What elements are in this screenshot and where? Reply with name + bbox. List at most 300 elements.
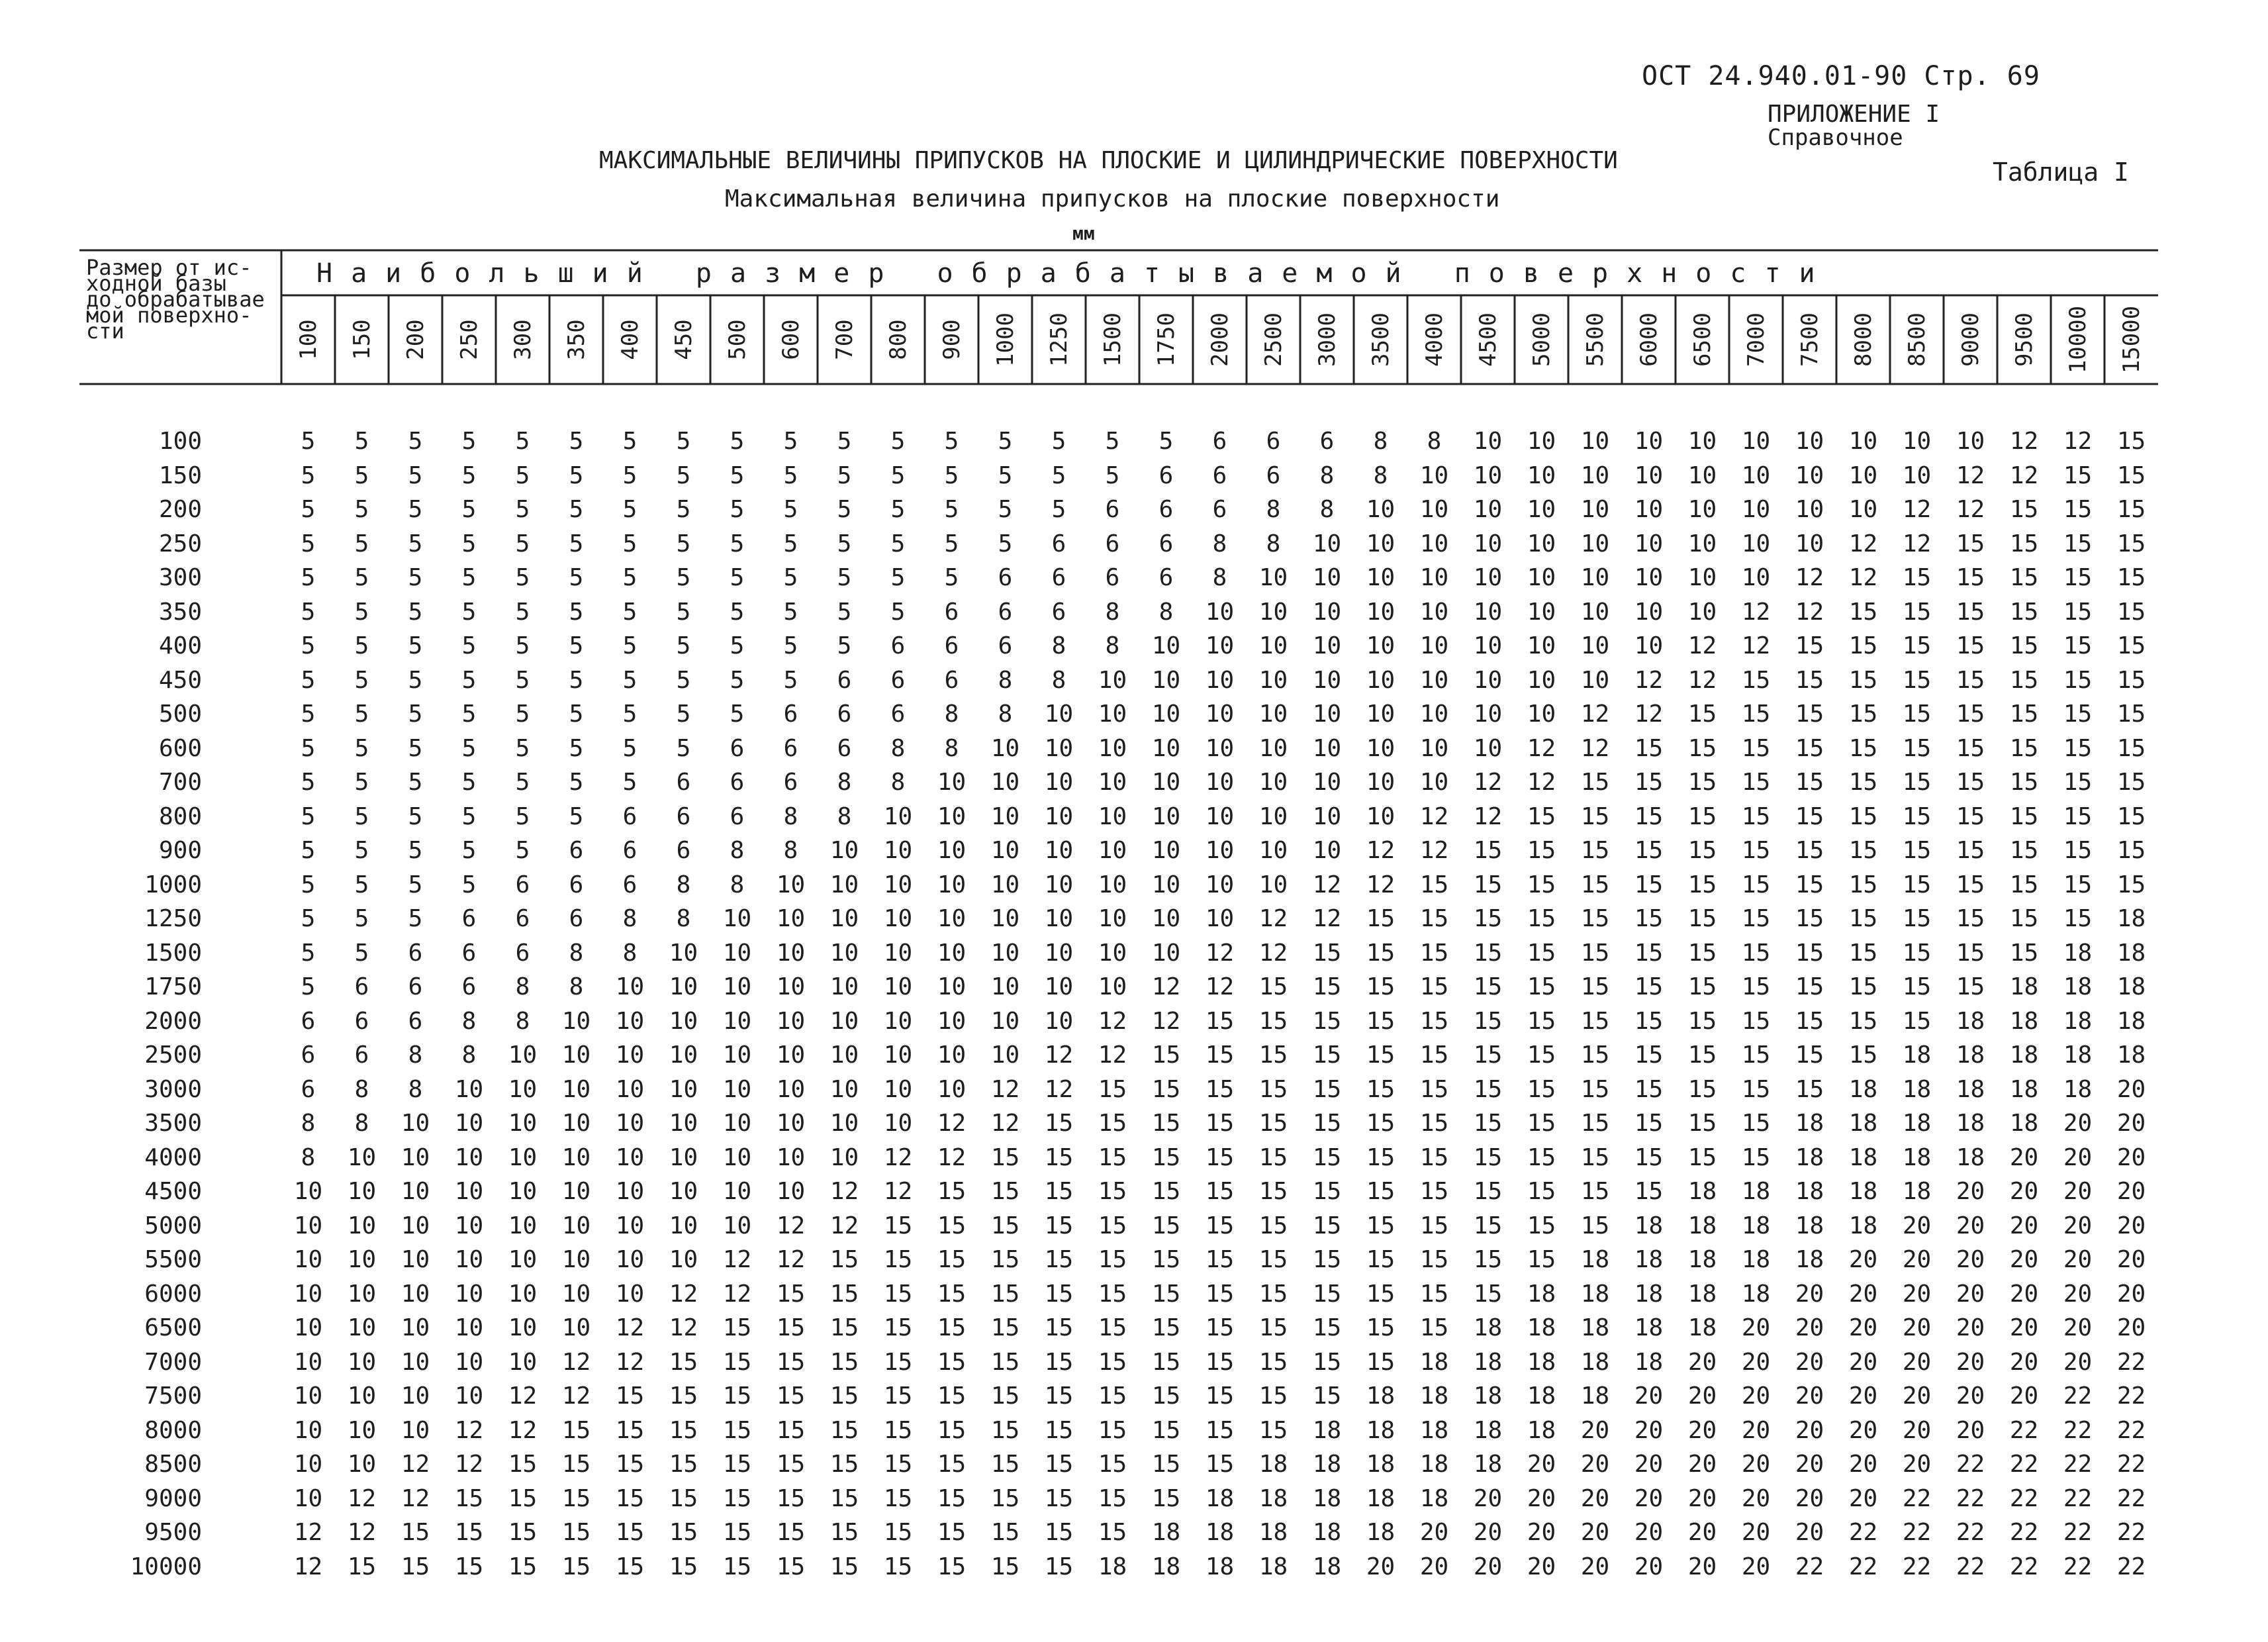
table-cell: 15 — [937, 1519, 967, 1546]
table-cell: 10 — [990, 769, 1020, 796]
table-cell: 5 — [515, 802, 530, 830]
table-cell: 5 — [515, 666, 530, 694]
table-cell: 12 — [1366, 871, 1395, 898]
table-cell: 20 — [1956, 1280, 1985, 1308]
table-cell: 15 — [1205, 1075, 1235, 1103]
table-cell: 5 — [354, 802, 369, 830]
table-cell: 5 — [569, 598, 584, 626]
table-cell: 15 — [1205, 1416, 1235, 1444]
table-cell: 5 — [944, 496, 959, 523]
table-cell: 5 — [998, 461, 1013, 489]
table-cell: 15 — [669, 1519, 698, 1546]
table-cell: 10 — [401, 1314, 430, 1341]
table-cell: 18 — [1205, 1553, 1235, 1580]
table-cell: 22 — [2009, 1416, 2039, 1444]
table-cell: 15 — [776, 1553, 806, 1580]
table-cell: 6 — [890, 700, 906, 728]
table-cell: 20 — [1473, 1484, 1503, 1512]
table-cell: 12 — [1258, 905, 1288, 932]
table-cell: 18 — [2116, 905, 2146, 932]
table-cell: 10 — [1098, 666, 1127, 694]
table-cell: 15 — [2063, 461, 2093, 489]
table-cell: 10 — [1580, 632, 1610, 659]
table-cell: 10 — [1634, 632, 1664, 659]
table-cell: 15 — [2063, 496, 2093, 523]
table-cell: 15 — [1580, 769, 1610, 796]
row-label: 1750 — [144, 973, 202, 1000]
table-cell: 15 — [1956, 530, 1985, 557]
row-label: 100 — [158, 428, 202, 455]
table-cell: 15 — [1044, 1382, 1074, 1410]
table-cell: 10 — [829, 871, 859, 898]
table-cell: 22 — [2009, 1519, 2039, 1546]
table-cell: 10 — [508, 1143, 538, 1171]
row-label: 3000 — [144, 1075, 202, 1103]
column-header: 700 — [831, 319, 858, 360]
table-cell: 18 — [1312, 1519, 1342, 1546]
table-cell: 6 — [730, 734, 745, 762]
table-cell: 5 — [301, 496, 316, 523]
table-cell: 8 — [1105, 632, 1120, 659]
table-cell: 6 — [998, 564, 1013, 591]
table-cell: 20 — [1634, 1382, 1664, 1410]
table-cell: 12 — [1044, 1041, 1074, 1069]
table-cell: 20 — [1741, 1519, 1771, 1546]
table-cell: 5 — [515, 564, 530, 591]
table-cell: 12 — [1956, 496, 1985, 523]
table-cell: 15 — [1795, 666, 1824, 694]
table-cell: 10 — [1366, 700, 1395, 728]
table-cell: 15 — [990, 1519, 1020, 1546]
table-cell: 15 — [1795, 837, 1824, 864]
table-cell: 20 — [1848, 1451, 1878, 1478]
table-cell: 15 — [1687, 734, 1717, 762]
table-cell: 15 — [2116, 461, 2146, 489]
table-cell: 10 — [776, 939, 806, 967]
table-cell: 15 — [990, 1348, 1020, 1376]
table-cell: 15 — [2116, 700, 2146, 728]
table-cell: 6 — [515, 939, 530, 967]
column-header: 900 — [938, 319, 965, 360]
table-cell: 10 — [293, 1178, 323, 1205]
table-cell: 15 — [1258, 1212, 1288, 1239]
table-cell: 10 — [829, 1041, 859, 1069]
table-cell: 10 — [1258, 666, 1288, 694]
table-cell: 15 — [1473, 1280, 1503, 1308]
table-cell: 22 — [2116, 1519, 2146, 1546]
table-cell: 10 — [722, 1041, 752, 1069]
table-cell: 15 — [1098, 1110, 1127, 1137]
table-cell: 18 — [1848, 1212, 1878, 1239]
table-cell: 6 — [998, 632, 1013, 659]
document-code: ОСТ 24.940.01-90 Стр. 69 — [1642, 61, 2040, 91]
table-cell: 6 — [1266, 428, 1281, 455]
table-cell: 20 — [1741, 1553, 1771, 1580]
table-cell: 20 — [1848, 1416, 1878, 1444]
column-header: 6500 — [1689, 313, 1716, 367]
table-cell: 8 — [301, 1110, 316, 1137]
table-cell: 10 — [561, 1041, 591, 1069]
table-cell: 15 — [1473, 1007, 1503, 1035]
table-cell: 5 — [408, 496, 423, 523]
table-cell: 15 — [1902, 973, 1932, 1000]
table-cell: 22 — [2116, 1382, 2146, 1410]
table-cell: 10 — [1312, 837, 1342, 864]
table-cell: 15 — [1741, 1041, 1771, 1069]
table-cell: 10 — [1687, 530, 1717, 557]
table-cell: 18 — [1634, 1348, 1664, 1376]
table-cell: 10 — [561, 1314, 591, 1341]
table-cell: 10 — [1473, 461, 1503, 489]
table-cell: 15 — [1366, 1314, 1395, 1341]
table-cell: 12 — [1258, 939, 1288, 967]
table-cell: 15 — [1634, 1143, 1664, 1171]
table-cell: 5 — [301, 598, 316, 626]
table-cell: 10 — [1473, 632, 1503, 659]
table-cell: 5 — [998, 530, 1013, 557]
table-cell: 20 — [1473, 1519, 1503, 1546]
table-cell: 20 — [1527, 1451, 1556, 1478]
table-cell: 15 — [1527, 802, 1556, 830]
table-cell: 15 — [1473, 1075, 1503, 1103]
table-cell: 15 — [1366, 1212, 1395, 1239]
table-cell: 6 — [1105, 530, 1120, 557]
table-cell: 12 — [615, 1348, 645, 1376]
table-cell: 10 — [1634, 530, 1664, 557]
table-cell: 15 — [1902, 734, 1932, 762]
table-cell: 10 — [401, 1348, 430, 1376]
table-cell: 18 — [1258, 1484, 1288, 1512]
table-cell: 10 — [883, 1075, 913, 1103]
table-cell: 6 — [354, 1041, 369, 1069]
table-cell: 6 — [783, 734, 798, 762]
table-cell: 5 — [837, 632, 852, 659]
table-cell: 12 — [1741, 598, 1771, 626]
column-header: 600 — [777, 319, 804, 360]
table-cell: 10 — [722, 1143, 752, 1171]
table-cell: 15 — [2063, 666, 2093, 694]
table-cell: 15 — [1902, 1007, 1932, 1035]
table-cell: 20 — [1634, 1451, 1664, 1478]
table-cell: 20 — [2009, 1178, 2039, 1205]
table-cell: 5 — [622, 564, 638, 591]
row-label: 8500 — [144, 1451, 202, 1478]
table-cell: 10 — [454, 1314, 484, 1341]
table-cell: 10 — [1580, 496, 1610, 523]
table-cell: 15 — [990, 1382, 1020, 1410]
table-cell: 15 — [990, 1314, 1020, 1341]
table-cell: 5 — [408, 802, 423, 830]
table-cell: 10 — [1419, 666, 1449, 694]
table-cell: 20 — [1741, 1484, 1771, 1512]
table-cell: 20 — [1795, 1484, 1824, 1512]
table-cell: 5 — [515, 734, 530, 762]
table-cell: 12 — [2009, 428, 2039, 455]
table-cell: 6 — [676, 837, 691, 864]
table-cell: 22 — [1795, 1553, 1824, 1580]
table-cell: 10 — [1741, 530, 1771, 557]
appendix-label: ПРИЛОЖЕНИЕ I — [1768, 101, 1940, 128]
table-cell: 15 — [829, 1451, 859, 1478]
row-label: 700 — [158, 769, 202, 796]
table-cell: 18 — [2009, 1041, 2039, 1069]
table-cell: 18 — [2009, 1007, 2039, 1035]
table-cell: 5 — [354, 564, 369, 591]
table-cell: 10 — [561, 1110, 591, 1137]
table-cell: 5 — [354, 598, 369, 626]
table-cell: 22 — [2063, 1451, 2093, 1478]
table-cell: 18 — [1902, 1178, 1932, 1205]
table-cell: 5 — [730, 564, 745, 591]
table-cell: 5 — [998, 428, 1013, 455]
table-cell: 20 — [2063, 1348, 2093, 1376]
table-cell: 5 — [354, 700, 369, 728]
table-cell: 15 — [561, 1416, 591, 1444]
table-cell: 15 — [1848, 837, 1878, 864]
table-cell: 18 — [1956, 1007, 1985, 1035]
table-cell: 20 — [1902, 1212, 1932, 1239]
table-cell: 5 — [569, 802, 584, 830]
table-cell: 12 — [454, 1451, 484, 1478]
column-header: 300 — [509, 319, 536, 360]
table-cell: 10 — [1098, 871, 1127, 898]
table-cell: 20 — [1848, 1348, 1878, 1376]
table-cell: 15 — [1098, 1143, 1127, 1171]
table-cell: 15 — [2009, 632, 2039, 659]
table-cell: 18 — [1795, 1110, 1824, 1137]
table-cell: 10 — [1258, 632, 1288, 659]
table-cell: 5 — [408, 700, 423, 728]
row-label: 400 — [158, 632, 202, 659]
table-cell: 10 — [1044, 769, 1074, 796]
table-cell: 20 — [2009, 1143, 2039, 1171]
column-header: 15000 — [2118, 305, 2145, 374]
table-cell: 5 — [944, 428, 959, 455]
table-cell: 15 — [1687, 1110, 1717, 1137]
table-cell: 10 — [937, 905, 967, 932]
table-cell: 6 — [622, 802, 638, 830]
table-cell: 15 — [937, 1553, 967, 1580]
table-cell: 8 — [569, 973, 584, 1000]
table-cell: 15 — [1098, 1416, 1127, 1444]
table-cell: 12 — [1312, 905, 1342, 932]
table-cell: 15 — [1312, 1110, 1342, 1137]
table-cell: 15 — [1205, 1143, 1235, 1171]
table-cell: 15 — [1527, 973, 1556, 1000]
table-cell: 18 — [1956, 1110, 1985, 1137]
table-cell: 18 — [1366, 1382, 1395, 1410]
table-cell: 15 — [1312, 973, 1342, 1000]
table-cell: 8 — [890, 769, 906, 796]
table-cell: 10 — [1419, 734, 1449, 762]
table-cell: 20 — [2116, 1280, 2146, 1308]
table-cell: 15 — [1419, 1075, 1449, 1103]
table-cell: 20 — [1527, 1519, 1556, 1546]
table-cell: 10 — [1473, 666, 1503, 694]
table-cell: 20 — [2116, 1143, 2146, 1171]
table-cell: 5 — [676, 734, 691, 762]
table-cell: 15 — [1795, 769, 1824, 796]
table-cell: 8 — [515, 973, 530, 1000]
table-cell: 15 — [1258, 1382, 1288, 1410]
table-cell: 20 — [2063, 1212, 2093, 1239]
table-cell: 15 — [1634, 734, 1664, 762]
table-cell: 20 — [1580, 1519, 1610, 1546]
table-cell: 10 — [508, 1348, 538, 1376]
table-cell: 15 — [1419, 1110, 1449, 1137]
table-cell: 18 — [1473, 1314, 1503, 1341]
table-cell: 10 — [937, 1007, 967, 1035]
table-cell: 22 — [2116, 1416, 2146, 1444]
table-cell: 15 — [1205, 1314, 1235, 1341]
table-cell: 15 — [1902, 802, 1932, 830]
table-cell: 10 — [1419, 598, 1449, 626]
row-label: 4000 — [144, 1143, 202, 1171]
table-cell: 5 — [408, 461, 423, 489]
table-cell: 18 — [1312, 1416, 1342, 1444]
table-cell: 15 — [454, 1519, 484, 1546]
table-cell: 20 — [1902, 1382, 1932, 1410]
table-cell: 18 — [1956, 1143, 1985, 1171]
table-cell: 10 — [1366, 666, 1395, 694]
table-cell: 10 — [776, 1041, 806, 1069]
table-cell: 10 — [1151, 666, 1181, 694]
table-cell: 15 — [1634, 1075, 1664, 1103]
table-cell: 15 — [937, 1348, 967, 1376]
table-cell: 20 — [1687, 1519, 1717, 1546]
table-cell: 15 — [1258, 1246, 1288, 1273]
table-cell: 18 — [1258, 1519, 1288, 1546]
table-cell: 10 — [1366, 769, 1395, 796]
table-cell: 10 — [1044, 802, 1074, 830]
column-header: 150 — [348, 319, 375, 360]
table-cell: 5 — [1051, 428, 1066, 455]
table-cell: 12 — [1151, 1007, 1181, 1035]
table-cell: 6 — [354, 1007, 369, 1035]
table-cell: 18 — [1419, 1382, 1449, 1410]
table-cell: 15 — [1956, 802, 1985, 830]
table-cell: 18 — [1902, 1041, 1932, 1069]
table-cell: 15 — [1687, 769, 1717, 796]
table-cell: 20 — [2116, 1314, 2146, 1341]
table-cell: 15 — [1366, 1143, 1395, 1171]
table-cell: 18 — [1527, 1280, 1556, 1308]
table-cell: 10 — [883, 939, 913, 967]
table-cell: 10 — [669, 1007, 698, 1035]
table-cell: 10 — [401, 1280, 430, 1308]
table-cell: 10 — [1473, 598, 1503, 626]
page-title: МАКСИМАЛЬНЫЕ ВЕЛИЧИНЫ ПРИПУСКОВ НА ПЛОСКИЕ И ЦИЛИНДРИЧЕСКИЕ ПОВЕРХНОСТИ — [599, 147, 1618, 174]
table-cell: 15 — [1044, 1246, 1074, 1273]
table-cell: 8 — [1266, 530, 1281, 557]
table-cell: 10 — [1098, 837, 1127, 864]
table-cell: 10 — [776, 905, 806, 932]
table-cell: 10 — [1044, 905, 1074, 932]
column-header: 1500 — [1099, 313, 1126, 367]
table-cell: 20 — [1795, 1280, 1824, 1308]
table-cell: 5 — [301, 666, 316, 694]
table-cell: 20 — [1634, 1553, 1664, 1580]
table-cell: 18 — [1098, 1553, 1127, 1580]
table-cell: 10 — [776, 1178, 806, 1205]
table-cell: 10 — [1151, 905, 1181, 932]
column-header: 3500 — [1367, 313, 1394, 367]
table-cell: 15 — [2009, 802, 2039, 830]
row-label: 7500 — [144, 1382, 202, 1410]
table-cell: 5 — [408, 632, 423, 659]
table-cell: 20 — [2063, 1246, 2093, 1273]
table-cell: 15 — [1527, 1212, 1556, 1239]
table-cell: 5 — [676, 564, 691, 591]
row-label: 1250 — [144, 905, 202, 932]
table-cell: 15 — [1419, 973, 1449, 1000]
table-cell: 10 — [1848, 461, 1878, 489]
table-cell: 18 — [1366, 1416, 1395, 1444]
table-cell: 18 — [1795, 1212, 1824, 1239]
table-cell: 6 — [301, 1041, 316, 1069]
table-cell: 5 — [515, 598, 530, 626]
table-cell: 8 — [783, 837, 798, 864]
table-cell: 15 — [1151, 1451, 1181, 1478]
table-cell: 15 — [1795, 734, 1824, 762]
table-cell: 10 — [347, 1280, 377, 1308]
table-cell: 5 — [354, 871, 369, 898]
table-cell: 5 — [569, 428, 584, 455]
table-cell: 5 — [676, 530, 691, 557]
table-cell: 12 — [1527, 769, 1556, 796]
table-cell: 10 — [669, 1178, 698, 1205]
table-cell: 10 — [1473, 530, 1503, 557]
table-cell: 20 — [1795, 1519, 1824, 1546]
table-cell: 15 — [1473, 1110, 1503, 1137]
table-cell: 12 — [1687, 632, 1717, 659]
table-cell: 10 — [990, 1007, 1020, 1035]
table-cell: 10 — [669, 1212, 698, 1239]
table-cell: 8 — [1105, 598, 1120, 626]
table-cell: 15 — [1795, 973, 1824, 1000]
table-cell: 6 — [1212, 496, 1227, 523]
table-cell: 6 — [837, 734, 852, 762]
table-cell: 10 — [508, 1041, 538, 1069]
table-cell: 10 — [1473, 496, 1503, 523]
table-cell: 12 — [293, 1519, 323, 1546]
table-cell: 15 — [1044, 1212, 1074, 1239]
table-cell: 15 — [1741, 1007, 1771, 1035]
table-cell: 6 — [1212, 461, 1227, 489]
column-header: 450 — [670, 319, 697, 360]
table-cell: 18 — [1527, 1348, 1556, 1376]
table-cell: 15 — [2009, 734, 2039, 762]
table-cell: 5 — [515, 496, 530, 523]
row-label: 800 — [158, 802, 202, 830]
table-cell: 15 — [1205, 1280, 1235, 1308]
table-cell: 20 — [1527, 1553, 1556, 1580]
table-cell: 12 — [1956, 461, 1985, 489]
table-cell: 15 — [2063, 769, 2093, 796]
table-cell: 5 — [569, 666, 584, 694]
table-cell: 15 — [508, 1553, 538, 1580]
table-cell: 15 — [2009, 769, 2039, 796]
table-cell: 12 — [401, 1484, 430, 1512]
table-cell: 15 — [1795, 1041, 1824, 1069]
table-cell: 10 — [508, 1280, 538, 1308]
table-cell: 15 — [669, 1416, 698, 1444]
table-cell: 5 — [783, 564, 798, 591]
table-cell: 5 — [622, 598, 638, 626]
table-cell: 15 — [1151, 1110, 1181, 1137]
table-cell: 20 — [1902, 1280, 1932, 1308]
table-cell: 5 — [461, 837, 477, 864]
